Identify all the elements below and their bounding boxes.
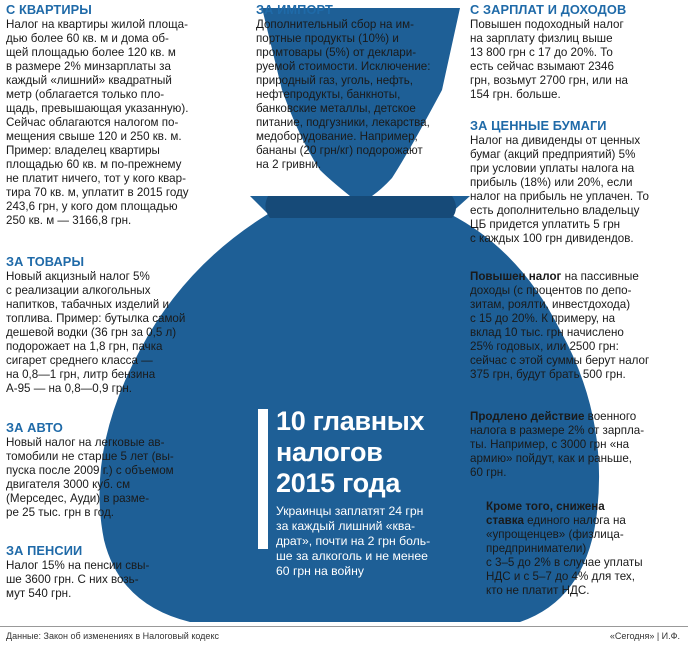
title-accent-bar bbox=[258, 409, 268, 549]
import-section bbox=[256, 2, 456, 172]
footer bbox=[0, 626, 688, 647]
military-tax-section bbox=[470, 410, 682, 480]
footer-credit: «Сегодня» | И.Ф. bbox=[609, 631, 680, 641]
cars-heading: ЗА АВТО bbox=[6, 420, 63, 435]
pension-section bbox=[6, 543, 236, 601]
cars-section bbox=[6, 420, 236, 520]
apartments-section bbox=[6, 2, 236, 228]
goods-heading: ЗА ТОВАРЫ bbox=[6, 254, 85, 269]
securities-text: Налог на дивиденды от ценных бумаг (акций предприятий) 5% при условии уплаты налога на прибыль (18%) или 20%, если налог на прибыль не уплачен. То есть дополнительно владельцу ЦБ придется уплатить 5 грн с каждых 100 грн дивидендов. bbox=[470, 134, 649, 245]
pension-text: Налог 15% на пенсии свы- ше 3600 грн. С них возь- мут 540 грн. bbox=[6, 559, 150, 600]
salary-heading: С ЗАРПЛАТ И ДОХОДОВ bbox=[470, 2, 627, 17]
cars-text: Новый налог на легковые ав- томобили не старше 5 лет (вы- пуска после 2009 г.) с объемом двигателя 3000 куб. см (Мерседес, Ауди) в разме- ре 25 тыс. грн в год. bbox=[6, 436, 174, 519]
salary-section bbox=[470, 2, 682, 102]
simplified-text: единого налога на «упрощенцев» (физлица- предприниматели) с 3–5 до 2% в случае уплаты НДС и с 5–7 до 4% для тех, кто не платит НДС. bbox=[486, 514, 643, 597]
import-text: Дополнительный сбор на им- портные продукты (10%) и промтовары (5%) от деклари- руемой стоимости. Исключение: природный газ, уголь, нефть, нефтепродукты, банкноты, банковские металлы, детское питание, подгузники, лекарства, медоборудование. Например, бананы (20 грн/кг) подорожают на 2 гривни. bbox=[256, 18, 431, 171]
import-heading: ЗА ИМПОРТ bbox=[256, 2, 333, 17]
passive-lead: Повышен налог bbox=[470, 270, 562, 283]
infographic-lead: Украинцы заплатят 24 грн за каждый лишний «ква- драт», почти на 2 грн боль- ше за алкоголь и не менее 60 грн на войну bbox=[276, 504, 431, 578]
military-text: военного налога в размере 2% от зарпла- ты. Например, с 3000 грн «на армию» пойдут, как и раньше, 60 грн. bbox=[470, 410, 645, 479]
goods-section bbox=[6, 254, 236, 396]
simplified-lead: Кроме того, снижена ставка bbox=[486, 500, 605, 527]
simplified-tax-section bbox=[486, 500, 682, 598]
military-lead: Продлено действие bbox=[470, 410, 585, 423]
salary-text: Повышен подоходный налог на зарплату физлиц выше 13 800 грн с 17 до 20%. То есть сейчас взымают 2346 грн, возьмут 2700 грн, или на 154 грн. больше. bbox=[470, 18, 628, 101]
infographic-title: 10 главных налогов 2015 года bbox=[276, 406, 425, 498]
apartments-text: Налог на квартиры жилой площа- дью более 60 кв. м и дома об- щей площадью более 120 кв. м в размере 2% минзарплаты за каждый «лишний» квадратный метр (облагается только пло- щадь, превышающая указанную). Сейчас облагаются налогом по- мещения свыше 120 и 250 кв. м. Пример: владелец квартиры площадью 60 кв. м по-прежнему не платит ничего, тот у кого квар- тира 70 кв. м, уплатит в 2015 году 243,6 грн, у кого дом площадью 250 кв. м — 3166,8 грн. bbox=[6, 18, 189, 227]
securities-section bbox=[470, 118, 682, 246]
footer-source: Данные: Закон об изменениях в Налоговый кодекс bbox=[6, 631, 219, 641]
pension-heading: ЗА ПЕНСИИ bbox=[6, 543, 83, 558]
passive-income-section bbox=[470, 270, 682, 382]
securities-heading: ЗА ЦЕННЫЕ БУМАГИ bbox=[470, 118, 607, 133]
bag-tie bbox=[265, 196, 456, 218]
apartments-heading: С КВАРТИРЫ bbox=[6, 2, 92, 17]
goods-text: Новый акцизный налог 5% с реализации алкогольных напитков, табачных изделий и топлива. Пример: бутылка самой дешевой водки (36 грн за 0,5 л) подорожает на 1,8 грн, пачка сигарет среднего класса — на 0,8—1 грн, литр бензина А-95 — на 0,8—0,9 грн. bbox=[6, 270, 186, 395]
passive-text: на пассивные доходы (с процентов по депо- зитам, роялти, инвестдохода) с 15 до 20%. К примеру, на вклад 10 тыс. грн начислено 25% годовых, или 2500 грн: сейчас с этой суммы берут налог 375 грн, будут брать 500 грн. bbox=[470, 270, 650, 381]
